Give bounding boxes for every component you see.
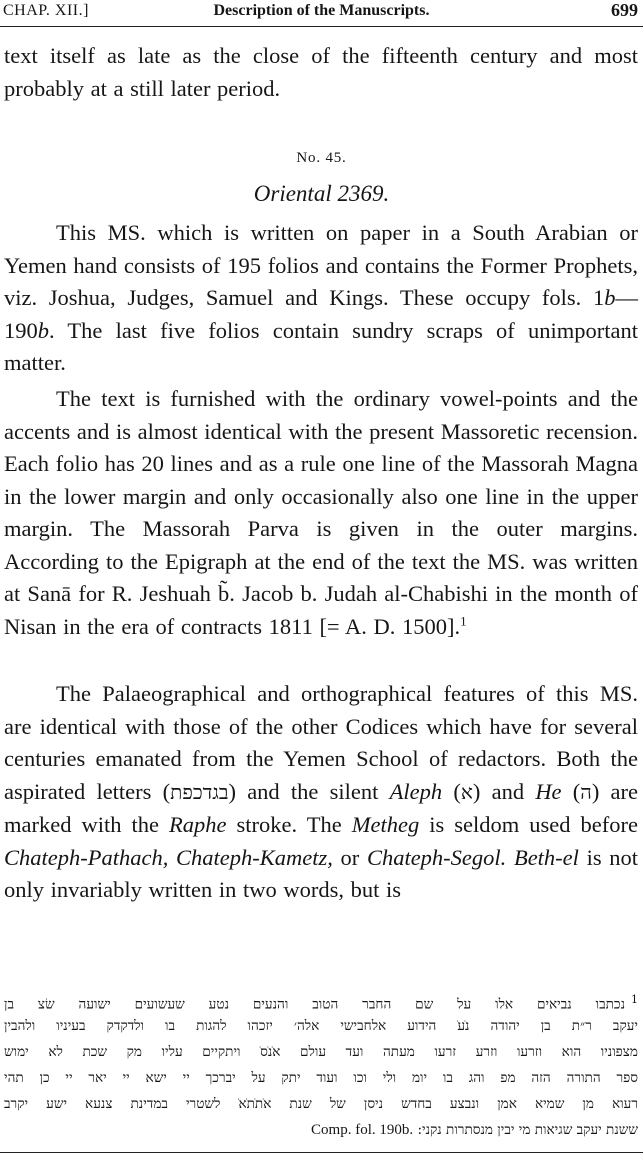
footnote-line bbox=[4, 987, 638, 1013]
hebrew-letters: בגדכפת bbox=[170, 781, 229, 804]
text-run: is not only invariably written in two words, but is bbox=[4, 844, 638, 902]
text-run: ) and bbox=[472, 778, 536, 804]
footnote-comp-ref: Comp. fol. 190b. bbox=[311, 1122, 414, 1138]
text-run: This MS. which is written on paper in a South Arabian or Yemen hand consists of 195 folios and contains the Former Prophets, viz. Joshua, Judges, Samuel and Kings. These occupy fols. 1 bbox=[4, 220, 638, 310]
footer-rule bbox=[0, 1152, 643, 1153]
text-run: The Palaeographical and orthographical features of this MS. are identical with those of the other Codices which have for several centuries emanated from the Yemen School of redactors. Both the aspirated letters ( bbox=[4, 681, 638, 804]
footnote-line: רעוא מן שמיא אמן ונבצע בחדש ניסן של שנת אׂתׂתׂאׂ לשטרי במדינת צנעא ישע יקרב bbox=[4, 1096, 638, 1112]
text-run: or bbox=[332, 844, 367, 870]
text-run: b bbox=[604, 285, 616, 310]
chapter-label: CHAP. XII.] bbox=[3, 2, 89, 19]
term-he: He bbox=[535, 778, 562, 804]
term-raphe: Raphe bbox=[169, 812, 227, 837]
hebrew-he: ה bbox=[580, 781, 592, 804]
hebrew-aleph: א bbox=[460, 781, 473, 804]
text-run: ) and the silent bbox=[228, 778, 390, 804]
paragraph-palaeography bbox=[4, 678, 638, 907]
section-title: Oriental 2369. bbox=[253, 181, 390, 206]
opening-paragraph: text itself as late as the close of the fifteenth century and most probably at a still later period. bbox=[4, 43, 638, 101]
footnote bbox=[4, 987, 638, 1143]
footnote-text: נכתבו נביאים אלו על שם החבר הטוב והנעים נטע שעשועים ישועה שׂצ בן bbox=[4, 996, 625, 1013]
running-title: Description of the Manuscripts. bbox=[213, 2, 430, 19]
running-header bbox=[0, 0, 643, 26]
term-chateph-segol: Chateph-Segol. Beth-el bbox=[366, 844, 579, 870]
footnote-number: 1 bbox=[631, 993, 638, 1006]
section-number: No. 45. bbox=[296, 150, 347, 166]
term-metheg: Metheg bbox=[351, 812, 420, 837]
text-run: . The last five folios contain sundry scraps of unimportant matter. bbox=[4, 317, 638, 375]
page-number: 699 bbox=[611, 0, 638, 20]
text-run: stroke. The bbox=[226, 812, 352, 837]
paragraph-epigraph bbox=[4, 383, 638, 643]
text-run: —190 bbox=[4, 285, 638, 343]
footnote-line: מצפוניו הוא וזרעו וזרע זרעו מעתה ועד עולם אׂנׂסׂ ויתקיים עליו מק שכת לא ימוש bbox=[4, 1044, 638, 1060]
footnote-line bbox=[4, 1117, 638, 1143]
footnote-line: ספר התורה הזה מפ והג בו יומ ולי וכו ועוד יתק על יברכך יי ישא יי יאר יי כן תהי bbox=[4, 1070, 638, 1086]
text-run: ( bbox=[442, 778, 461, 804]
paragraph-description bbox=[4, 217, 638, 380]
header-rule bbox=[0, 26, 643, 27]
footnote-ref: 1 bbox=[460, 613, 467, 628]
term-chateph: Chateph-Pathach, Chateph-Kametz, bbox=[4, 844, 333, 870]
term-aleph: Aleph bbox=[389, 778, 443, 804]
text-run: ( bbox=[561, 778, 581, 804]
text-run: ) are marked with the bbox=[4, 778, 639, 837]
footnote-text: ששנת יעקב שגיאות מי יבין מנסתרות נקני: bbox=[417, 1122, 638, 1138]
footnote-line: יעקב ר״ת בן יהודה נׂעׂ הידוע אלחבישי אלה׳ יזכהו להגות בו ולדקדק בעיניו ולהבין bbox=[4, 1018, 638, 1034]
text-run: is seldom used before bbox=[419, 812, 638, 837]
text-run: The text is furnished with the ordinary vowel-points and the accents and is almost identical with the present Massoretic recension. Each folio has 20 lines and as a rule one line of the Massorah Magna in the lower margin and only occasionally also one line in the upper margin. The Massorah Parva is given in the outer margins. According to the Epigraph at the end of the text the MS. was written at Sanā for R. Jeshuah b̃. Jacob b. Judah al-Chabishi in the month of Nisan in the era of contracts 1811 [= A. D. 1500]. bbox=[4, 386, 638, 639]
text-run: b bbox=[37, 317, 49, 343]
